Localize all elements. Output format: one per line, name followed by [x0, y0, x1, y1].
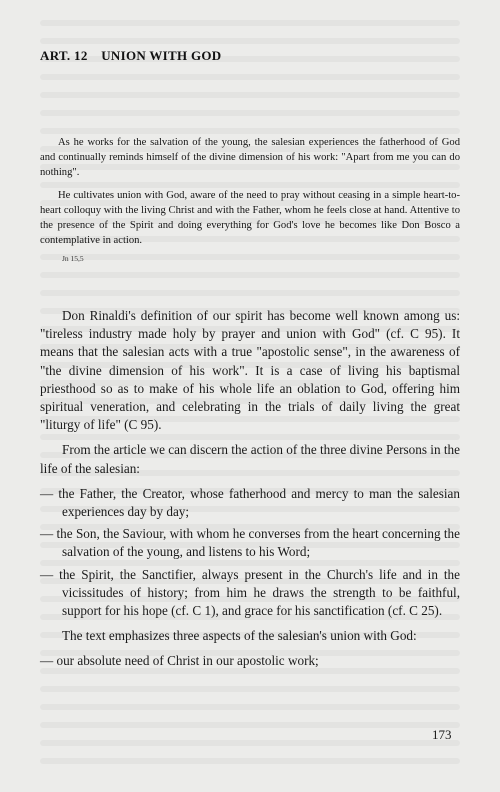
scripture-reference: Jn 15,5	[62, 254, 84, 263]
show-through-line	[40, 758, 460, 764]
article-title: UNION WITH GOD	[101, 48, 222, 63]
article-paragraph: He cultivates union with God, aware of the need to pray without ceasing in a simple heart-to-heart colloquy with the living Christ and with the Father, whom he feels close at hand. Attentive to the presence of the Spirit and doing everything for God's love he becomes like Don Bosco a contemplative in action.	[40, 190, 460, 246]
show-through-line	[40, 110, 460, 116]
show-through-line	[40, 128, 460, 134]
commentary-text	[40, 307, 460, 671]
commentary-paragraph: From the article we can discern the action of the three divine Persons in the life of the salesian:	[40, 442, 460, 476]
page-number: 173	[432, 727, 452, 742]
show-through-line	[40, 272, 460, 278]
show-through-line	[40, 722, 460, 728]
list-item: — the Son, the Saviour, with whom he converses from the heart concerning the salvation of the young, and listens to his Word;	[40, 526, 460, 560]
article-text	[40, 135, 460, 248]
list-item: — our absolute need of Christ in our apostolic work;	[40, 653, 319, 669]
article-paragraph: As he works for the salvation of the young, the salesian experiences the fatherhood of God and continually reminds himself of the divine dimension of his work: "Apart from me you can do nothing".	[40, 137, 460, 178]
commentary-paragraph: Don Rinaldi's definition of our spirit has become well known among us: "tireless industry made holy by prayer and union with God" (cf. C 95). It means that the salesian acts with a true "apostolic sense", in the awareness of "the divine dimension of his work". It is a case of living his baptismal priesthood so as to make of his whole life an oblation to God, offering him spiritual veneration, and celebrating in the trials of daily living the great "liturgy of life" (C 95).	[40, 308, 460, 433]
list-item: — the Father, the Creator, whose fatherhood and mercy to man the salesian experiences day by day;	[40, 485, 460, 520]
show-through-line	[40, 704, 460, 710]
show-through-line	[40, 686, 460, 692]
show-through-line	[40, 290, 460, 296]
list-item: — the Spirit, the Sanctifier, always present in the Church's life and in the vicissitudes of history; from him he draws the strength to be faithful, support for his hope (cf. C 1), and grace for his sanctification (cf. C 25).	[40, 566, 460, 619]
article-number: ART. 12	[40, 48, 88, 63]
commentary-paragraph: The text emphasizes three aspects of the salesian's union with God:	[62, 628, 417, 644]
show-through-line	[40, 20, 460, 26]
show-through-line	[40, 254, 460, 260]
article-heading	[40, 48, 221, 64]
show-through-line	[40, 74, 460, 80]
show-through-line	[40, 740, 460, 746]
show-through-line	[40, 38, 460, 44]
show-through-line	[40, 92, 460, 98]
